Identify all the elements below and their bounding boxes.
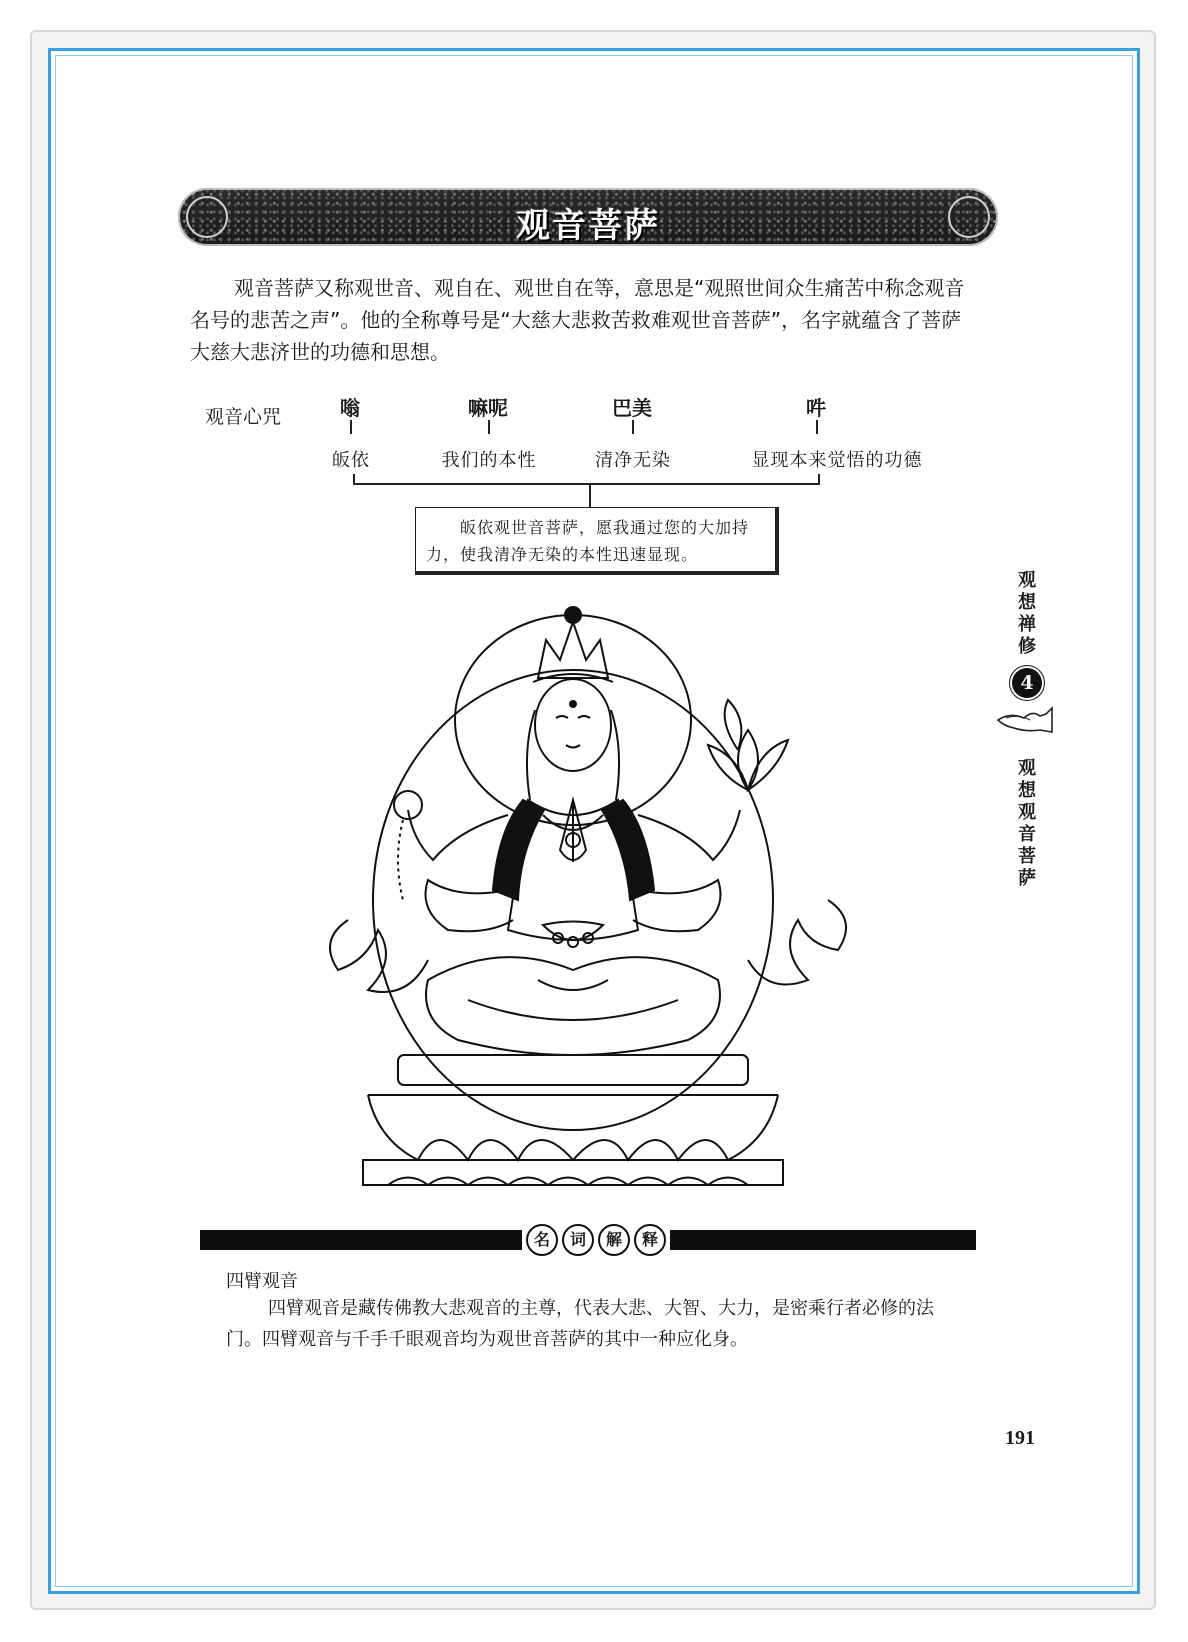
tick-line bbox=[816, 420, 818, 434]
mantra-syllable: 吽 bbox=[806, 396, 826, 420]
page-title: 观音菩萨 bbox=[516, 206, 660, 246]
mantra-syllable: 嗡 bbox=[340, 396, 360, 420]
offering-hand-icon bbox=[996, 702, 1056, 734]
mantra-syllable: 嘛呢 bbox=[468, 396, 508, 420]
mantra-meaning: 显现本来觉悟的功德 bbox=[751, 450, 923, 471]
side-tab-section: 观想禅修 bbox=[1018, 570, 1036, 657]
tick-line bbox=[350, 420, 352, 434]
side-tab-topic: 观想观音菩萨 bbox=[1018, 758, 1036, 889]
four-armed-avalokiteshvara-illustration bbox=[308, 600, 888, 1200]
tick-line bbox=[632, 420, 634, 434]
tick-line bbox=[488, 420, 490, 434]
glossary-badge: 释 bbox=[634, 1224, 666, 1256]
mantra-syllable: 巴美 bbox=[612, 396, 652, 420]
bracket-line bbox=[589, 483, 591, 507]
chapter-number: 4 bbox=[1012, 668, 1042, 698]
mantra-meaning: 清净无染 bbox=[595, 450, 671, 471]
mantra-label: 观音心咒 bbox=[205, 406, 282, 428]
glossary-badge: 解 bbox=[598, 1224, 630, 1256]
mantra-meaning: 皈依 bbox=[332, 450, 370, 471]
intro-paragraph: 观音菩萨又称观世音、观自在、观世自在等，意思是“观照世间众生痛苦中称念观音名号的悲苦之声”。他的全称尊号是“大慈大悲救苦救难观世音菩萨”，名字就蕴含了菩萨大慈大悲济世的功德和思想。 bbox=[190, 276, 965, 364]
bracket-line bbox=[353, 483, 820, 485]
page-number: 191 bbox=[1005, 1427, 1035, 1449]
glossary-definition: 四臂观音是藏传佛教大悲观音的主尊，代表大悲、大智、大力，是密乘行者必修的法门。四臂观音与千手千眼观音均为观世音菩萨的其中一种应化身。 bbox=[226, 1298, 934, 1350]
title-banner bbox=[178, 188, 998, 246]
glossary-heading bbox=[522, 1224, 670, 1256]
mantra-meaning: 我们的本性 bbox=[441, 450, 537, 471]
glossary-term: 四臂观音 bbox=[226, 1271, 298, 1292]
glossary-badge: 名 bbox=[526, 1224, 558, 1256]
mantra-summary: 皈依观世音菩萨，愿我通过您的大加持力，使我清净无染的本性迅速显现。 bbox=[415, 507, 779, 575]
glossary-badge: 词 bbox=[562, 1224, 594, 1256]
